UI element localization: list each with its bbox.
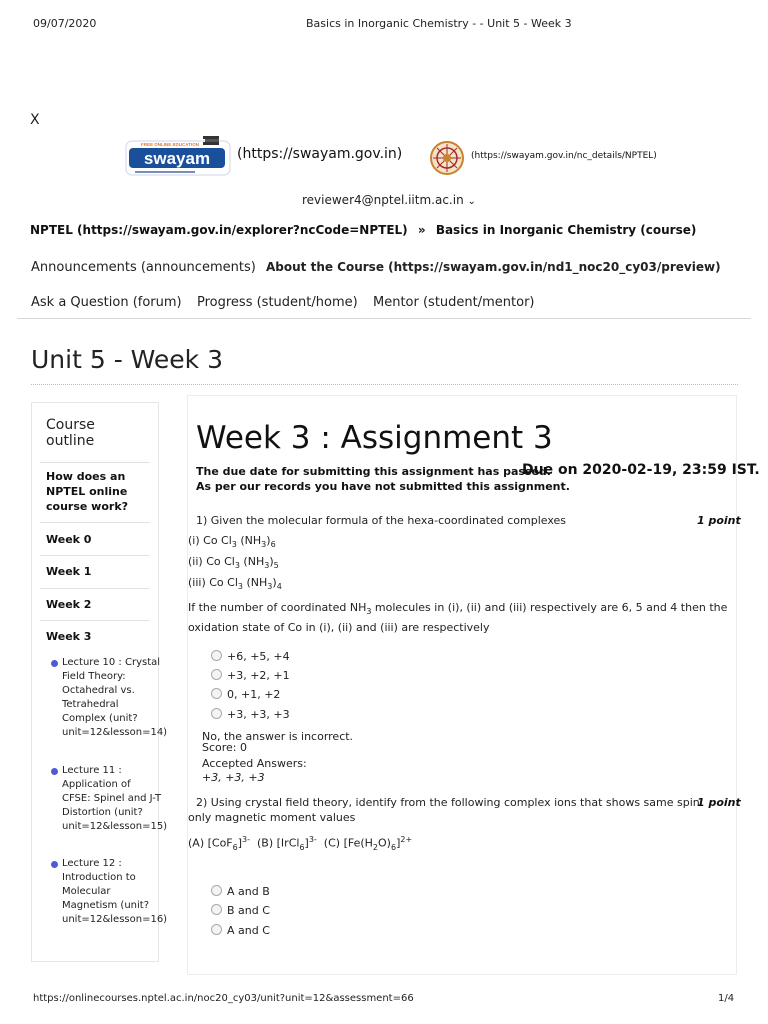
swayam-link[interactable]: (https://swayam.gov.in)	[237, 146, 403, 162]
title-divider	[31, 384, 738, 385]
assignment-title: Week 3 : Assignment 3	[196, 420, 553, 456]
q2-option[interactable]: B and C	[211, 904, 270, 917]
breadcrumb	[30, 223, 696, 237]
page-title: Unit 5 - Week 3	[31, 345, 224, 374]
q1-stem-2: oxidation state of Co in (i), (ii) and (iii) are respectively	[188, 621, 490, 634]
nav-about-course[interactable]: About the Course (https://swayam.gov.in/nd1_noc20_cy03/preview)	[266, 260, 721, 274]
bullet-icon	[51, 768, 58, 775]
print-date: 09/07/2020	[33, 17, 97, 30]
q1-option[interactable]: +3, +3, +3	[211, 708, 290, 721]
sidebar-item-lecture-10[interactable]: Lecture 10 : Crystal Field Theory: Octahedral vs. Tetrahedral Complex (unit?unit=12&lesson=14)	[62, 657, 168, 738]
bullet-icon	[51, 861, 58, 868]
q1-accepted-label: Accepted Answers:	[202, 757, 307, 770]
breadcrumb-nptel[interactable]: NPTEL (https://swayam.gov.in/explorer?ncCode=NPTEL)	[30, 223, 408, 237]
q1-score: Score: 0	[202, 741, 248, 754]
print-title: Basics in Inorganic Chemistry - - Unit 5 - Week 3	[306, 17, 572, 30]
sidebar-item-week-2[interactable]: Week 2	[46, 598, 92, 611]
nptel-logo-graphic	[428, 140, 466, 176]
radio-icon[interactable]	[211, 904, 222, 915]
due-message	[196, 464, 570, 494]
sidebar-divider	[40, 555, 150, 556]
q2-option[interactable]: A and C	[211, 924, 270, 937]
radio-icon[interactable]	[211, 924, 222, 935]
q1-option[interactable]: +6, +5, +4	[211, 650, 290, 663]
q1-item-2: (ii) Co $Cl_3$ $(NH_3)_5$	[188, 555, 279, 571]
sidebar-divider	[40, 620, 150, 621]
radio-icon[interactable]	[211, 708, 222, 719]
q1-text: 1) Given the molecular formula of the hexa-coordinated complexes	[196, 514, 567, 527]
q1-item-1: (i) Co $Cl_3$ $(NH_3)_6$	[188, 534, 276, 550]
nav-divider	[17, 318, 751, 319]
footer-url: https://onlinecourses.nptel.ac.in/noc20_cy03/unit?unit=12&assessment=66	[33, 993, 414, 1004]
nav-announcements[interactable]: Announcements (announcements)	[31, 260, 256, 275]
q1-option[interactable]: +3, +2, +1	[211, 669, 290, 682]
course-outline-sidebar	[31, 402, 168, 962]
user-email: reviewer4@nptel.iitm.ac.in	[302, 193, 464, 207]
radio-icon[interactable]	[211, 650, 222, 661]
radio-icon[interactable]	[211, 688, 222, 699]
q2-option[interactable]: A and B	[211, 885, 270, 898]
due-date: Due on 2020-02-19, 23:59 IST.	[522, 462, 760, 478]
sidebar-divider	[40, 462, 150, 463]
q1-accepted-value: +3, +3, +3	[202, 771, 265, 784]
sidebar-divider	[40, 588, 150, 589]
nptel-link[interactable]: (https://swayam.gov.in/nc_details/NPTEL)	[471, 151, 657, 161]
radio-icon[interactable]	[211, 885, 222, 896]
swayam-logo-tagline: FREE ONLINE EDUCATION	[141, 142, 199, 147]
nav-ask-question[interactable]: Ask a Question (forum)	[31, 295, 182, 310]
q2-complexes: (A) $[CoF_6]^{3-}$ (B) [IrCl$_6$]$^{3-}$ (C) $[Fe(H_2O)_6]^{2+}$	[188, 835, 413, 852]
deadline-passed-text: The due date for submitting this assignment has passed.	[196, 465, 551, 478]
q2-points: 1 point	[697, 796, 741, 809]
q2-text: 2) Using crystal field theory, identify from the following complex ions that shows same spin	[196, 796, 700, 809]
sidebar-divider	[40, 522, 150, 523]
close-button[interactable]: X	[30, 112, 40, 128]
breadcrumb-course[interactable]: Basics in Inorganic Chemistry (course)	[435, 223, 697, 237]
sidebar-item-lecture-11[interactable]: Lecture 11 : Application of CFSE: Spinel and J-T Distortion (unit?unit=12&lesson=15)	[62, 765, 168, 832]
sidebar-item-week-0[interactable]: Week 0	[46, 533, 92, 546]
radio-icon[interactable]	[211, 669, 222, 680]
q1-feedback: No, the answer is incorrect.	[202, 730, 354, 743]
q2-text-2: only magnetic moment values	[188, 811, 356, 824]
q1-points: 1 point	[697, 514, 741, 527]
sidebar-item-how-it-works[interactable]: How does an NPTEL online course work?	[46, 470, 129, 513]
q1-option[interactable]: 0, +1, +2	[211, 688, 280, 701]
bullet-icon	[51, 660, 58, 667]
footer-page: 1/4	[718, 993, 735, 1004]
swayam-logo-text: swayam	[143, 149, 211, 168]
q1-item-3: (iii) Co $Cl_3$ $(NH_3)_4$	[188, 576, 282, 592]
nav-mentor[interactable]: Mentor (student/mentor)	[373, 295, 535, 310]
sidebar-item-week-3[interactable]: Week 3	[46, 630, 92, 643]
sidebar-title: Course outline	[46, 417, 95, 449]
breadcrumb-separator: »	[417, 223, 426, 237]
nav-progress[interactable]: Progress (student/home)	[197, 295, 358, 310]
swayam-logo[interactable]	[125, 135, 232, 179]
nptel-logo[interactable]	[428, 140, 466, 176]
sidebar-item-week-1[interactable]: Week 1	[46, 565, 92, 578]
q1-stem: If the number of coordinated $NH_3$ molecules in (i), (ii) and (iii) respectively are 6, 5 and 4 then the	[188, 601, 728, 617]
not-submitted-text: As per our records you have not submitted this assignment.	[196, 480, 570, 493]
sidebar-item-lecture-12[interactable]: Lecture 12 : Introduction to Molecular Magnetism (unit?unit=12&lesson=16)	[62, 858, 168, 925]
swayam-logo-graphic	[125, 135, 232, 179]
chevron-down-icon: ⌄	[467, 196, 476, 207]
user-menu[interactable]	[302, 193, 476, 207]
